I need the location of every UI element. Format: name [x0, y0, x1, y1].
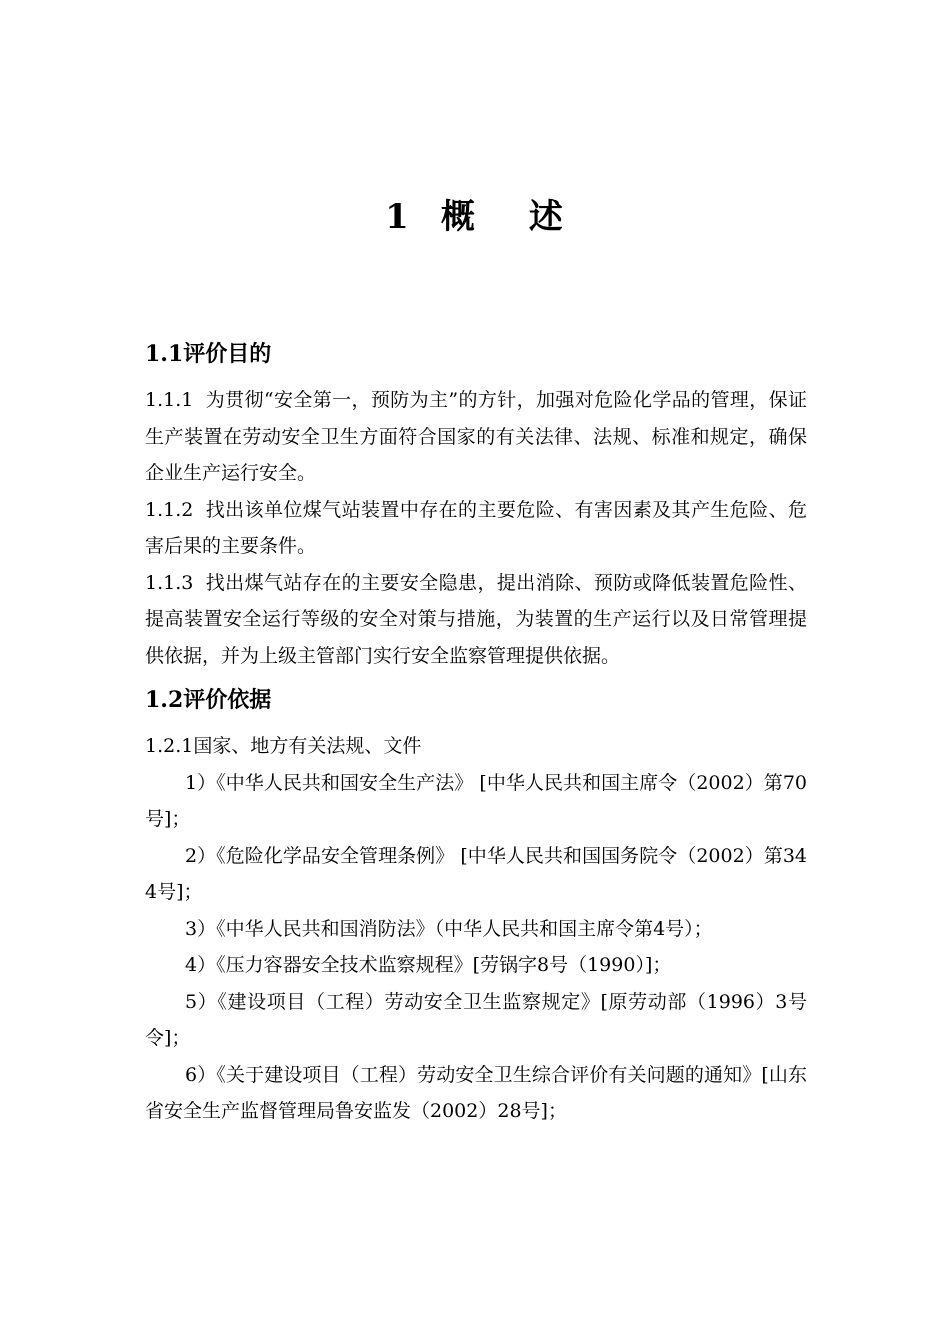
paragraph-number: 1.1.1	[145, 389, 194, 411]
list-item: 5）《建设项目（工程）劳动安全卫生监察规定》[原劳动部（1996）3号令]；	[145, 990, 807, 1049]
paragraph-number: 1.1.2	[145, 498, 194, 521]
section-heading-evaluation-basis: 1.2评价依据	[145, 687, 272, 713]
subsection-heading-regulations: 1.2.1国家、地方有关法规、文件	[145, 735, 422, 757]
chapter-title-char-1: 概	[440, 197, 477, 237]
document-body	[145, 330, 807, 1130]
chapter-title	[0, 192, 950, 242]
chapter-number: 1	[385, 197, 411, 237]
list-item: 6）《关于建设项目（工程）劳动安全卫生综合评价有关问题的通知》[山东省安全生产监督管理局鲁安监发（2002）28号]；	[145, 1063, 807, 1122]
paragraph-number: 1.1.3	[145, 571, 194, 594]
section-heading-evaluation-purpose: 1.1评价目的	[145, 341, 272, 367]
paragraph-text: 为贯彻“安全第一，预防为主”的方针，加强对危险化学品的管理，保证生产装置在劳动安全卫生方面符合国家的有关法律、法规、标准和规定，确保企业生产运行安全。	[145, 389, 807, 484]
chapter-title-char-2: 述	[528, 197, 565, 237]
list-item: 3）《中华人民共和国消防法》（中华人民共和国主席令第4号）；	[185, 917, 713, 940]
paragraph-text: 找出该单位煤气站装置中存在的主要危险、有害因素及其产生危险、危害后果的主要条件。	[145, 498, 807, 557]
paragraph-1-1-1	[145, 382, 807, 492]
list-item: 1）《中华人民共和国安全生产法》 [中华人民共和国主席令（2002）第70号]；	[145, 771, 807, 830]
paragraph-text: 找出煤气站存在的主要安全隐患，提出消除、预防或降低装置危险性、提高装置安全运行等级的安全对策与措施，为装置的生产运行以及日常管理提供依据，并为上级主管部门实行安全监察管理提供依据。	[145, 571, 807, 667]
list-item: 4）《压力容器安全技术监察规程》[劳锅字8号（1990）]；	[185, 954, 672, 976]
list-item: 2）《危险化学品安全管理条例》 [中华人民共和国国务院令（2002）第344号]；	[145, 844, 807, 903]
paragraph-1-1-2	[145, 492, 807, 565]
paragraph-1-1-3	[145, 565, 807, 675]
